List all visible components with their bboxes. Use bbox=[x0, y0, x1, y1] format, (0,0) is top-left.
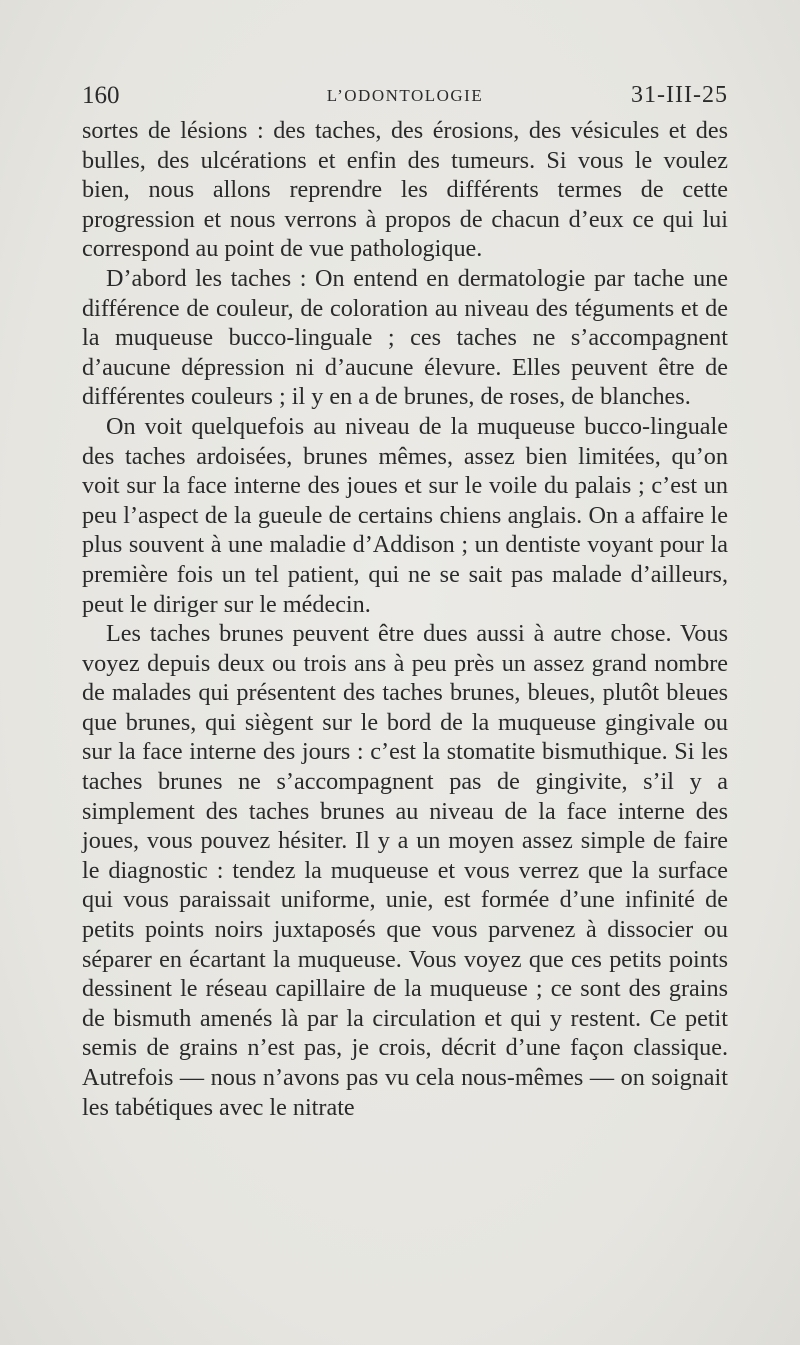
issue-date: 31-III-25 bbox=[631, 82, 728, 108]
paragraph: D’abord les taches : On entend en dermatologie par tache une différence de couleur, de coloration au niveau des téguments et de la muqueuse bucco-linguale ; ces taches ne s’accompagnent d’aucune dépression ni d’aucune élevure. Elles peuvent être de différentes couleurs ; il y en a de brunes, de roses, de blanches. bbox=[82, 264, 728, 411]
paragraph: Les taches brunes peuvent être dues aussi à autre chose. Vous voyez depuis deux ou trois ans à peu près un assez grand nombre de malades qui présentent des taches brunes, bleues, plutôt bleues que brunes, qui siègent sur le bord de la muqueuse gingivale ou sur la face interne des jours : c’est la stomatite bismuthique. Si les taches brunes ne s’accompagnent pas de gingivite, s’il y a simplement des taches brunes au niveau de la face interne des joues, vous pouvez hésiter. Il y a un moyen assez simple de faire le diagnostic : tendez la muqueuse et vous verrez que la surface qui vous paraissait uniforme, unie, est formée d’une infinité de petits points noirs juxtaposés que vous parvenez à dissocier ou séparer en écartant la muqueuse. Vous voyez que ces petits points dessinent le réseau capillaire de la muqueuse ; ce sont des grains de bismuth amenés là par la circulation et qui y restent. Ce petit semis de grains n’est pas, je crois, décrit d’une façon classique. Autrefois — nous n’avons pas vu cela nous-mêmes — on soignait les tabétiques avec le nitrate bbox=[82, 620, 728, 1121]
paragraph: sortes de lésions : des taches, des érosions, des vésicules et des bulles, des ulcérations et enfin des tumeurs. Si vous le voulez bien, nous allons reprendre les différents termes de cette progression et nous verrons à propos de chacun d’eux ce qui lui correspond au point de vue pathologique. bbox=[82, 117, 728, 263]
paragraph: On voit quelquefois au niveau de la muqueuse bucco-linguale des taches ardoisées, brunes mêmes, assez bien limitées, qu’on voit sur la face interne des joues et sur le voile du palais ; c’est un peu l’aspect de la gueule de certains chiens anglais. On a affaire le plus souvent à une maladie d’Addison ; un dentiste voyant pour la première fois un tel patient, qui ne se sait pas malade d’ailleurs, peut le diriger sur le médecin. bbox=[82, 412, 728, 618]
running-header bbox=[82, 82, 728, 112]
article-body bbox=[82, 116, 728, 1122]
journal-title: L’ODONTOLOGIE bbox=[326, 86, 484, 105]
page-number: 160 bbox=[82, 82, 120, 109]
